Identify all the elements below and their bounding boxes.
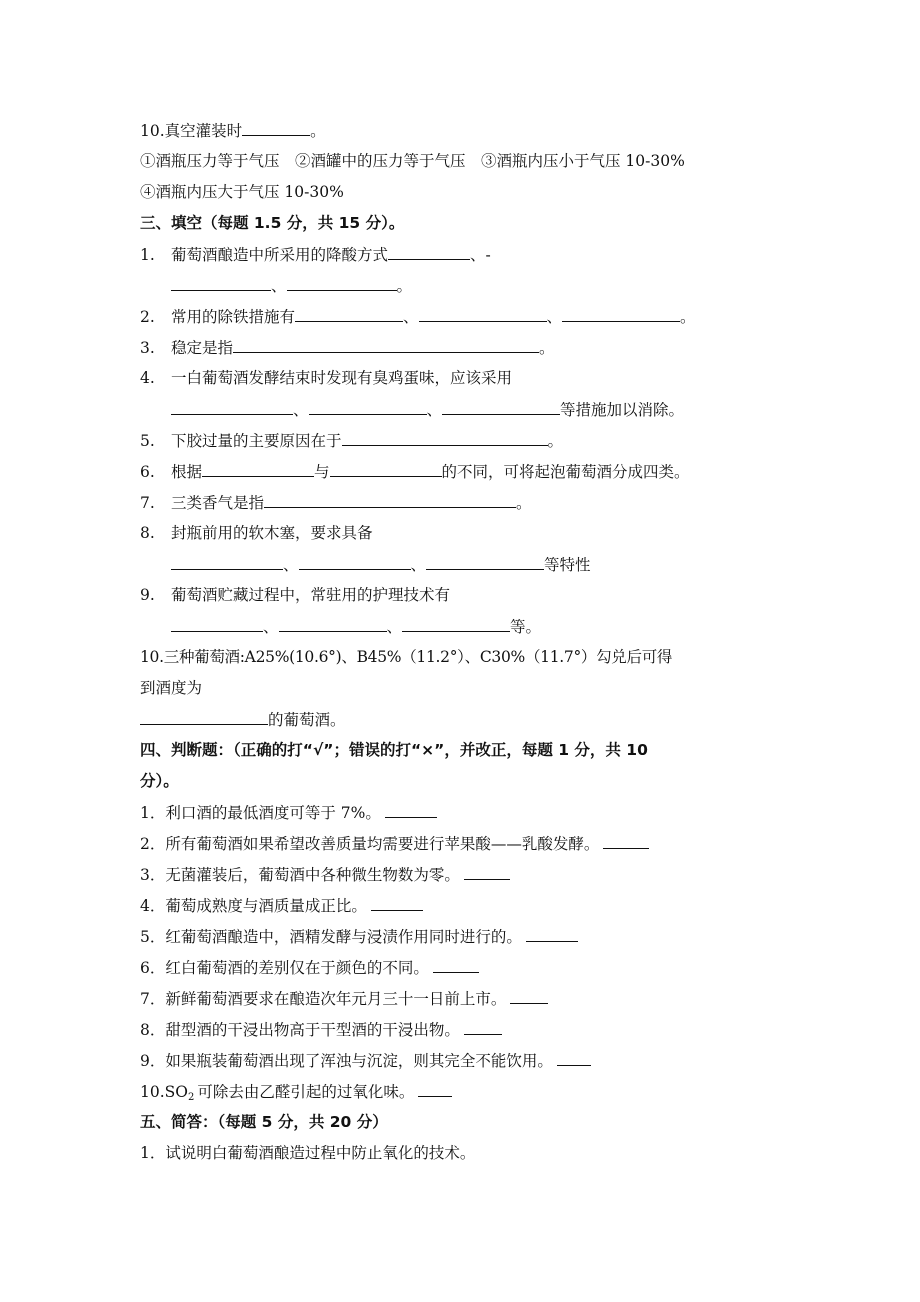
question-text: 红白葡萄酒的差别仅在于颜色的不同。 [165,959,429,977]
question-number: 1. [140,246,155,264]
fill-question-4-cont [140,396,790,427]
judge-item [140,799,790,830]
question-text: 无菌灌装后，葡萄酒中各种微生物数为零。 [165,866,460,884]
answer-blank[interactable] [171,396,293,415]
short-answer-item [140,1140,790,1171]
question-tail: 的不同，可将起泡葡萄酒分成四类。 [441,463,690,481]
question-number: 10. [140,1083,165,1101]
section-4-heading-cont: 分）。 [140,772,179,790]
question-text: 如果瓶装葡萄酒出现了浑浊与沉淀，则其完全不能饮用。 [165,1052,553,1070]
judge-item [140,1016,790,1047]
question-text: 下胶过量的主要原因在于 [171,432,342,450]
fill-question-8 [140,520,790,551]
fill-question-10-answer [140,706,790,737]
separator: 、 [403,308,419,326]
question-tail: 的葡萄酒。 [268,711,346,729]
question-number: 5. [140,432,155,450]
answer-blank[interactable] [140,706,268,725]
fill-question-5 [140,427,790,458]
question-number: 2. [140,308,155,326]
separator: 、- [470,246,491,264]
question-text: 稳定是指 [171,339,234,357]
separator: 、 [386,618,403,636]
answer-blank[interactable] [342,427,548,446]
fill-question-2 [140,303,790,334]
separator: 、 [263,618,279,636]
answer-blank[interactable] [388,241,470,260]
question-text: 红葡萄酒酿造中，酒精发酵与浸渍作用同时进行的。 [165,928,522,946]
answer-blank[interactable] [526,923,578,942]
punctuation: 。 [310,122,326,140]
question-text: 真空灌装时 [164,122,243,140]
question-text: 根据 [171,463,203,481]
answer-blank[interactable] [557,1047,591,1066]
answer-blank[interactable] [242,117,310,136]
question-text: 三类香气是指 [171,494,265,512]
formula: SO [164,1083,188,1101]
answer-blank[interactable] [171,613,263,632]
judge-item [140,861,790,892]
question-number: 1． [140,804,166,822]
answer-blank[interactable] [464,1016,502,1035]
answer-blank[interactable] [299,551,411,570]
question-number: 8． [140,1021,166,1039]
question-number: 7. [140,494,155,512]
answer-blank[interactable] [279,613,387,632]
fill-question-6 [140,458,790,489]
question-tail: 等。 [510,618,542,636]
question-tail: 等特性 [544,556,591,574]
answer-blank[interactable] [402,613,510,632]
question-text: 封瓶前用的软木塞，要求具备 [171,524,373,542]
question-number: 6. [140,463,155,481]
question-text: 新鲜葡萄酒要求在酿造次年元月三十一日前上市。 [165,990,507,1008]
conjunction: 与 [314,463,330,481]
answer-blank[interactable] [171,272,271,291]
separator: 、 [546,308,563,326]
fill-question-4 [140,365,790,396]
question-text: 利口酒的最低酒度可等于 7%。 [165,804,381,822]
question-text: 试说明白葡萄酒酿造过程中防止氧化的技术。 [165,1144,476,1162]
options-line-2: ④酒瓶内压大于气压 10-30% [140,183,344,201]
question-number: 3. [140,339,155,357]
answer-blank[interactable] [309,396,427,415]
question-number: 3． [140,866,166,884]
punctuation: 。 [539,339,555,357]
exam-page [140,117,790,1171]
question-number: 8. [140,524,155,542]
question-number: 9． [140,1052,166,1070]
options-line-1: ①酒瓶压力等于气压 ②酒罐中的压力等于气压 ③酒瓶内压小于气压 10-30% [140,152,685,170]
answer-blank[interactable] [202,458,314,477]
separator: 、 [293,401,309,419]
judge-item [140,985,790,1016]
question-text: 葡萄酒贮藏过程中，常驻用的护理技术有 [171,586,451,604]
fill-question-7 [140,489,790,520]
question-number: 10. [140,122,165,140]
judge-item [140,830,790,861]
answer-blank[interactable] [171,551,283,570]
answer-blank[interactable] [510,985,548,1004]
question-number: 4． [140,897,166,915]
punctuation: 。 [396,277,413,295]
answer-blank[interactable] [426,551,544,570]
question-text: 葡萄酒酿造中所采用的降酸方式 [171,246,389,264]
separator: 、 [283,556,299,574]
punctuation: 。 [680,308,696,326]
separator: 、 [271,277,287,295]
question-number: 7． [140,990,166,1008]
answer-blank[interactable] [433,954,479,973]
separator: 、 [426,401,443,419]
judge-item-10 [140,1078,790,1109]
fill-question-9-cont [140,613,790,644]
answer-blank[interactable] [330,458,442,477]
answer-blank[interactable] [295,303,403,322]
answer-blank[interactable] [442,396,560,415]
judge-item [140,1047,790,1078]
separator: 、 [410,556,427,574]
judge-item [140,923,790,954]
question-number: 4. [140,369,155,387]
answer-blank[interactable] [385,799,437,818]
question-text: 一白葡萄酒发酵结束时发现有臭鸡蛋味，应该采用 [171,369,513,387]
judge-item [140,954,790,985]
section-5-heading: 五、简答：（每题 5 分，共 20 分） [140,1113,388,1131]
question-number: 2． [140,835,166,853]
answer-blank[interactable] [371,892,423,911]
answer-blank[interactable] [464,861,510,880]
punctuation: 。 [547,432,564,450]
question-number: 9. [140,586,155,604]
answer-blank[interactable] [264,489,516,508]
question-tail: 等措施加以消除。 [560,401,685,419]
answer-blank[interactable] [562,303,680,322]
section-4-heading: 四、判断题：（正确的打“√”；错误的打“×”，并改正，每题 1 分，共 10 [140,741,648,759]
question-text: 可除去由乙醛引起的过氧化味。 [197,1083,415,1101]
answer-blank[interactable] [287,272,397,291]
fill-question-9 [140,582,790,613]
question-number: 1． [140,1144,166,1162]
punctuation: 。 [516,494,532,512]
answer-blank[interactable] [419,303,547,322]
question-2-10 [140,117,790,148]
fill-question-1-cont [140,272,790,303]
fill-question-8-cont [140,551,790,582]
question-number: 6． [140,959,166,977]
judge-item [140,892,790,923]
question-text: 所有葡萄酒如果希望改善质量均需要进行苹果酸——乳酸发酵。 [165,835,600,853]
formula-subscript: 2 [187,1092,195,1103]
fill-question-10: 10.三种葡萄酒:A25%(10.6°)、B45%（11.2°）、C30%（11.7°）勾兑后可得 [140,648,673,666]
fill-question-10-cont: 到酒度为 [140,679,203,697]
fill-question-1 [140,241,790,272]
answer-blank[interactable] [603,830,649,849]
answer-blank[interactable] [418,1078,452,1097]
fill-question-3 [140,334,790,365]
answer-blank[interactable] [233,334,539,353]
question-text: 甜型酒的干浸出物高于干型酒的干浸出物。 [165,1021,460,1039]
question-text: 常用的除铁措施有 [171,308,296,326]
section-3-heading: 三、填空（每题 1.5 分，共 15 分）。 [140,214,405,232]
question-text: 葡萄成熟度与酒质量成正比。 [165,897,367,915]
question-number: 5． [140,928,166,946]
